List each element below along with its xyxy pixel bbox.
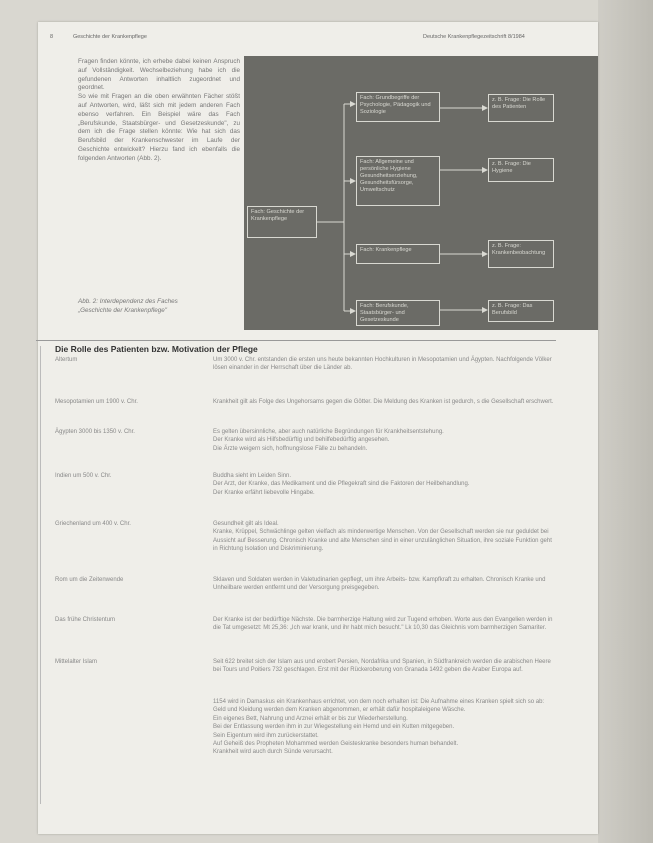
diagram-subject-box: Fach: Krankenpflege	[356, 244, 440, 264]
row-line: Krankheit wird auch durch Sünde verursacht.	[213, 749, 333, 756]
row-line: Buddha sieht im Leiden Sinn.	[213, 473, 292, 479]
page-edge-shadow	[598, 0, 653, 843]
row-line: Der Arzt, der Kranke, das Medikament und die Pflegekraft sind die Faktoren der Heilbehandlung.	[213, 481, 470, 488]
row-line: Es gelten übersinnliche, aber auch natürliche Begründungen für Krankheitsentstehung.	[213, 429, 444, 435]
row-line: Der Kranke ist der bedürftige Nächste. Die barmherzige Haltung wird zur Tugend erhoben. Worte aus den Evangelien werden in die Tat umgesetzt: Mt 25,36: „Ich war krank, und ihr habt mich besucht." Lk 10,30 das Gleichnis vom barmherzigen Samariter.	[213, 617, 553, 632]
row-text	[213, 698, 555, 757]
row-text	[213, 472, 555, 497]
diagram-question-box: z. B. Frage: Die Rolle des Patienten	[488, 94, 554, 122]
diagram-subject-box: Fach: Grundbegriffe der Psychologie, Pädagogik und Soziologie	[356, 92, 440, 122]
table-left-border	[40, 346, 41, 804]
diagram-subject-box: Fach: Berufskunde, Staatsbürger- und Gesetzeskunde	[356, 300, 440, 326]
figure-caption	[78, 298, 238, 315]
row-period: Mittelalter Islam	[55, 659, 98, 665]
row-line: Sklaven und Soldaten werden in Valetudinarien gepflegt, um ihre Arbeits- bzw. Kampfkraft zu erhalten. Chronisch Kranke und Unheilbare werden entfernt und der Versorgung preisgegeben.	[213, 577, 546, 592]
row-line: 1154 wird in Damaskus ein Krankenhaus errichtet, von dem noch erhalten ist: Die Aufnahme eines Kranken spielt sich so ab: Geld und Kleidung werden dem Kranken abgenommen, er erhält dafür hospitaleigene Wäsche.	[213, 699, 545, 714]
row-text	[213, 428, 555, 453]
row-text	[213, 616, 555, 633]
row-line: Sein Eigentum wird ihm zurückerstattet.	[213, 732, 319, 739]
caption-line: „Geschichte der Krankenpflege"	[78, 306, 168, 314]
section-divider	[36, 340, 556, 341]
row-period: Mesopotamien um 1900 v. Chr.	[55, 399, 138, 405]
row-line: Der Kranke wird als Hilfsbedürftig und behilfebedürftig angesehen.	[213, 437, 390, 444]
row-line: Gesundheit gilt als Ideal.	[213, 521, 279, 527]
row-line: Seit 622 breitet sich der Islam aus und erobert Persien, Nordafrika und Spanien, in Südfrankreich werden die arabischen Heere bei Tours und Poitiers 732 geschlagen. Erst mit der Rückeroberung von Granada 1492 geben die Araber Europa auf.	[213, 659, 551, 674]
journal-title: Deutsche Krankenpflegezeitschrift 8/1984	[423, 34, 525, 40]
row-text	[213, 356, 555, 373]
intro-paragraph: So wie mit Fragen an die oben erwähnten Fächer stößt auf Antworten, wird, läßt sich mit jedem anderen Fach ebenso verfahren. Ein Beispiel wäre das Fach „Berufskunde, Staatsbürger- und Gesetzeskunde", zu dem ich die Frage stellen könnte: Wie hat sich das Berufsbild der Krankenschwester im Laufe der Geschichte entwickelt? Hierzu fand ich ebenfalls die folgenden Antworten (Abb. 2).	[78, 93, 240, 162]
section-title: Die Rolle des Patienten bzw. Motivation der Pflege	[55, 344, 258, 354]
row-line: Krankheit gilt als Folge des Ungehorsams gegen die Götter. Die Meldung des Kranken ist gedurch, s die Gesellschaft erschwert.	[213, 399, 554, 405]
row-line: Bei der Entlassung werden ihm in zur Wiegestellung ein Hemd und ein Kutten mitgegeben.	[213, 724, 455, 731]
row-text	[213, 576, 555, 593]
row-period: Altertum	[55, 357, 78, 363]
row-text	[213, 398, 555, 406]
row-line: Kranke, Krüppel, Schwächlinge gelten vielfach als minderwertige Menschen. Von der Gesellschaft werden sie nur geduldet bei Aussicht auf Besserung. Chronisch Kranke und alte Menschen sind in einer unzulänglichen Situation, ihre soziale Funktion geht in Richtung Isolation und Diskriminierung.	[213, 529, 552, 553]
diagram-question-box: z. B. Frage: Krankenbeobachtung	[488, 240, 554, 268]
row-text	[213, 520, 555, 554]
caption-line: Abb. 2: Interdependenz des Faches	[78, 298, 178, 305]
diagram-subject-box: Fach: Allgemeine und persönliche Hygiene Gesundheitserziehung, Gesundheitsfürsorge, Umweltschutz	[356, 156, 440, 206]
row-line: Der Kranke erfährt liebevolle Hingabe.	[213, 489, 315, 496]
row-period: Griechenland um 400 v. Chr.	[55, 521, 131, 527]
row-line: Ein eigenes Bett, Nahrung und Arznei erhält er bis zur Wiederherstellung.	[213, 715, 408, 722]
row-period: Das frühe Christentum	[55, 617, 116, 623]
page-header-left	[50, 34, 147, 40]
intro-paragraph: Fragen finden könnte, ich erhebe dabei keinen Anspruch auf Vollständigkeit. Wechselbeziehung habe ich die gefundenen Antworten inhaltlich zugeordnet und geordnet.	[78, 58, 240, 92]
row-line: Auf Geheiß des Propheten Mohammed werden Geisteskranke besonders human behandelt.	[213, 741, 459, 748]
row-line: Die Ärzte weigern sich, hoffnungslose Fälle zu behandeln.	[213, 445, 368, 452]
row-period: Rom um die Zeitenwende	[55, 577, 124, 583]
row-period: Ägypten 3000 bis 1350 v. Chr.	[55, 429, 135, 435]
row-text	[213, 658, 555, 675]
page-number: 8	[50, 34, 54, 40]
interdependence-diagram	[244, 56, 598, 330]
diagram-question-box: z. B. Frage: Das Berufsbild	[488, 300, 554, 322]
intro-text	[78, 58, 240, 164]
diagram-question-box: z. B. Frage: Die Hygiene	[488, 158, 554, 182]
running-title: Geschichte der Krankenpflege	[72, 34, 147, 40]
row-line: Um 3000 v. Chr. entstanden die ersten uns heute bekannten Hochkulturen in Mesopotamien und Ägypten. Nachfolgende Völker lösen einander in der Herrschaft über die Länder ab.	[213, 357, 552, 372]
diagram-center-box: Fach: Geschichte der Krankenpflege	[247, 206, 317, 238]
row-period: Indien um 500 v. Chr.	[55, 473, 112, 479]
